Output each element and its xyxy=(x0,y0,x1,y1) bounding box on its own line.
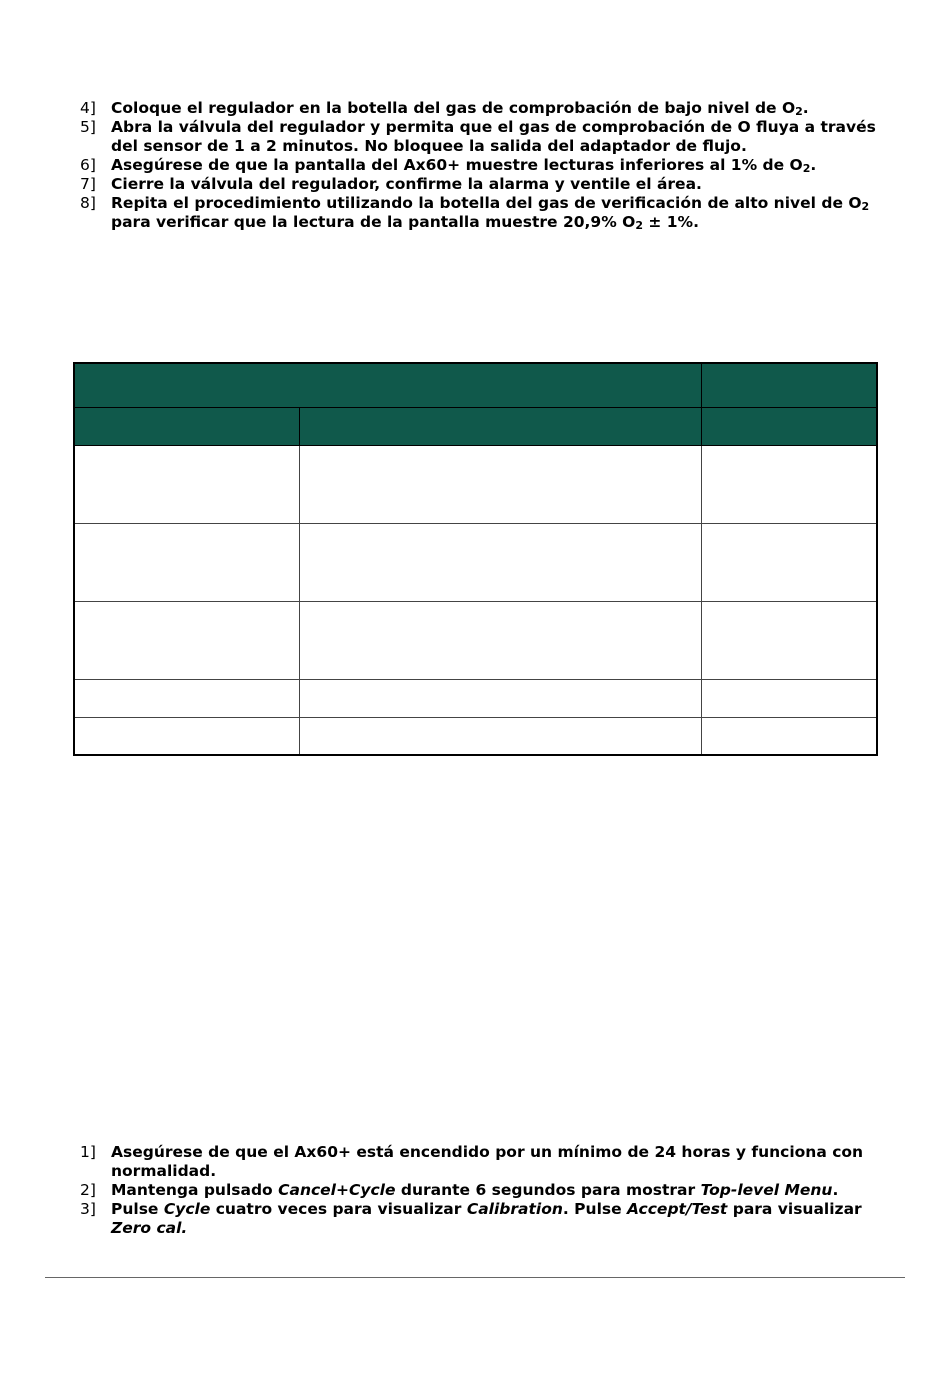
text-run: Mantenga pulsado xyxy=(111,1181,279,1199)
table-header-cell xyxy=(74,407,299,445)
step-text xyxy=(111,99,900,118)
step-item xyxy=(80,156,900,175)
table-row xyxy=(74,601,877,679)
subscript: 2 xyxy=(802,162,811,175)
table-row xyxy=(74,679,877,717)
text-run: Pulse xyxy=(111,1200,164,1218)
subscript: 2 xyxy=(795,105,803,118)
step-item xyxy=(80,1181,900,1200)
text-run: Asegúrese de que la pantalla del Ax60+ muestre lecturas inferiores al 1% de O xyxy=(111,156,803,174)
step-text xyxy=(111,175,900,194)
step-item xyxy=(80,99,900,118)
text-run: Repita el procedimiento utilizando la botella del gas de verificación de alto nivel de O xyxy=(111,194,862,212)
text-run: Cycle xyxy=(163,1200,211,1218)
procedure-steps-bottom xyxy=(80,1143,900,1238)
text-run: . Pulse xyxy=(562,1200,628,1218)
step-text xyxy=(111,1143,900,1181)
procedure-steps-top xyxy=(80,99,900,232)
text-run: . xyxy=(802,99,809,117)
subscript: 2 xyxy=(635,219,643,232)
table-row xyxy=(74,523,877,601)
text-run: ± 1%. xyxy=(642,213,699,231)
step-number: 8] xyxy=(80,194,96,212)
step-text xyxy=(111,1181,900,1200)
text-run: Cancel+Cycle xyxy=(278,1181,396,1199)
text-run: para verificar que la lectura de la pantalla muestre 20,9% O xyxy=(111,213,636,231)
step-text xyxy=(111,1200,900,1238)
table-header-cell xyxy=(299,407,701,445)
step-number: 7] xyxy=(80,175,96,193)
text-run: Asegúrese de que el Ax60+ está encendido por un mínimo de 24 horas y funciona con normalidad. xyxy=(111,1143,864,1180)
step-item xyxy=(80,194,900,232)
text-run: Top-level Menu xyxy=(700,1181,833,1199)
text-run: Cierre la válvula del regulador, confirme la alarma y ventile el área. xyxy=(111,175,702,193)
text-run: durante 6 segundos para mostrar xyxy=(395,1181,701,1199)
table-title-row xyxy=(74,363,877,407)
text-run: . xyxy=(810,156,817,174)
step-number: 3] xyxy=(80,1200,96,1218)
step-item xyxy=(80,1143,900,1181)
subscript: 2 xyxy=(861,200,870,213)
step-item xyxy=(80,118,900,156)
step-text xyxy=(111,118,900,156)
empty-table xyxy=(73,362,878,756)
footer-divider xyxy=(45,1277,905,1278)
step-text xyxy=(111,194,900,232)
text-run: Accept/Test xyxy=(627,1200,728,1218)
table-row xyxy=(74,717,877,755)
text-run: Zero cal. xyxy=(111,1219,188,1237)
step-number: 4] xyxy=(80,99,96,117)
text-run: para visualizar xyxy=(727,1200,862,1218)
step-number: 5] xyxy=(80,118,96,136)
table-title-cell xyxy=(74,363,701,407)
step-item xyxy=(80,175,900,194)
step-number: 1] xyxy=(80,1143,96,1161)
text-run: cuatro veces para visualizar xyxy=(210,1200,467,1218)
table-header-row xyxy=(74,407,877,445)
table-title-right-cell xyxy=(701,363,877,407)
step-text xyxy=(111,156,900,175)
table-header-cell xyxy=(701,407,877,445)
text-run: Calibration xyxy=(466,1200,563,1218)
table-row xyxy=(74,445,877,523)
step-item xyxy=(80,1200,900,1238)
text-run: . xyxy=(832,1181,839,1199)
step-number: 2] xyxy=(80,1181,96,1199)
text-run: Abra la válvula del regulador y permita que el gas de comprobación de O fluya a través del sensor de 1 a 2 minutos. No bloquee la salida del adaptador de flujo. xyxy=(111,118,876,155)
text-run: Coloque el regulador en la botella del gas de comprobación de bajo nivel de O xyxy=(111,99,796,117)
step-number: 6] xyxy=(80,156,96,174)
